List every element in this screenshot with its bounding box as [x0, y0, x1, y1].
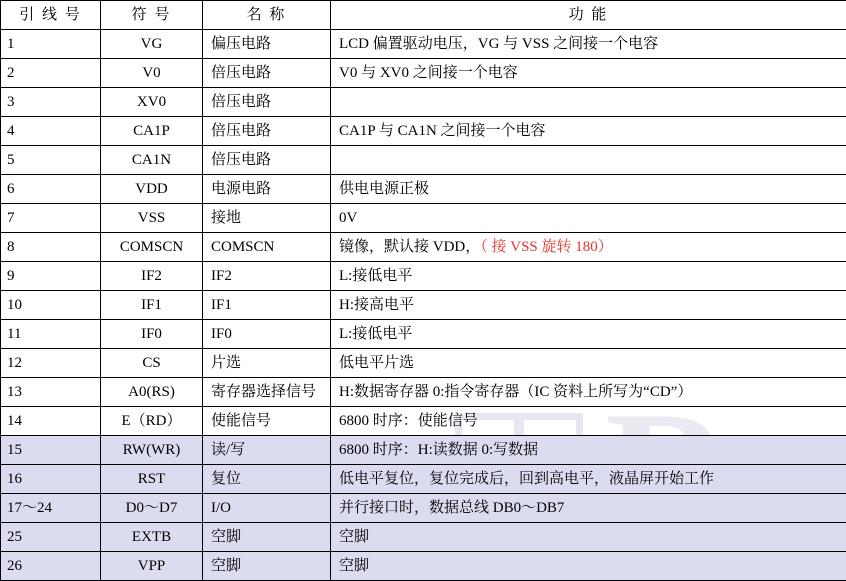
table-row [1, 204, 846, 233]
cell-name: 倍压电路 [203, 117, 331, 146]
cell-function: LCD 偏置驱动电压，VG 与 VSS 之间接一个电容 [331, 30, 846, 59]
cell-symbol: VPP [101, 552, 203, 581]
table-row [1, 349, 846, 378]
cell-name: 寄存器选择信号 [203, 378, 331, 407]
cell-function: H:数据寄存器 0:指令寄存器（IC 资料上所写为“CD”） [331, 378, 846, 407]
cell-symbol: RW(WR) [101, 436, 203, 465]
cell-function: H:接高电平 [331, 291, 846, 320]
function-text: 镜像，默认接 VDD， [339, 239, 480, 255]
cell-name: 倍压电路 [203, 88, 331, 117]
table-row [1, 291, 846, 320]
cell-pin-number: 16 [1, 465, 101, 494]
cell-pin-number: 13 [1, 378, 101, 407]
cell-symbol: XV0 [101, 88, 203, 117]
cell-pin-number: 3 [1, 88, 101, 117]
cell-function: 6800 时序：使能信号 [331, 407, 846, 436]
table-row [1, 262, 846, 291]
cell-function [331, 233, 846, 262]
table-row [1, 494, 846, 523]
cell-function: 低电平复位，复位完成后，回到高电平，液晶屏开始工作 [331, 465, 846, 494]
function-note-red: （ 接 VSS 旋转 180） [480, 239, 613, 255]
table-header-row [1, 1, 846, 30]
header-function: 功 能 [331, 1, 846, 30]
table-row [1, 320, 846, 349]
cell-function: CA1P 与 CA1N 之间接一个电容 [331, 117, 846, 146]
cell-symbol: E（RD） [101, 407, 203, 436]
table-row [1, 175, 846, 204]
cell-pin-number: 17～24 [1, 494, 101, 523]
cell-function: 低电平片选 [331, 349, 846, 378]
cell-symbol: IF0 [101, 320, 203, 349]
cell-symbol: IF2 [101, 262, 203, 291]
table-row [1, 465, 846, 494]
cell-name: COMSCN [203, 233, 331, 262]
cell-name: 电源电路 [203, 175, 331, 204]
table-row [1, 59, 846, 88]
cell-name: 接地 [203, 204, 331, 233]
cell-function: V0 与 XV0 之间接一个电容 [331, 59, 846, 88]
cell-pin-number: 7 [1, 204, 101, 233]
table-row [1, 378, 846, 407]
cell-name: 片选 [203, 349, 331, 378]
cell-pin-number: 1 [1, 30, 101, 59]
cell-symbol: VDD [101, 175, 203, 204]
cell-pin-number: 10 [1, 291, 101, 320]
cell-pin-number: 4 [1, 117, 101, 146]
cell-name: 偏压电路 [203, 30, 331, 59]
cell-pin-number: 14 [1, 407, 101, 436]
cell-function: L:接低电平 [331, 262, 846, 291]
table-body [1, 30, 846, 581]
cell-symbol: A0(RS) [101, 378, 203, 407]
table-row [1, 523, 846, 552]
cell-pin-number: 2 [1, 59, 101, 88]
cell-name: 空脚 [203, 552, 331, 581]
cell-pin-number: 5 [1, 146, 101, 175]
cell-function: 空脚 [331, 552, 846, 581]
cell-pin-number: 11 [1, 320, 101, 349]
cell-name: IF2 [203, 262, 331, 291]
table-row [1, 407, 846, 436]
cell-pin-number: 15 [1, 436, 101, 465]
cell-name: IF1 [203, 291, 331, 320]
cell-name: 倍压电路 [203, 146, 331, 175]
cell-function: 0V [331, 204, 846, 233]
header-name: 名 称 [203, 1, 331, 30]
cell-name: I/O [203, 494, 331, 523]
cell-name: 复位 [203, 465, 331, 494]
cell-pin-number: 26 [1, 552, 101, 581]
cell-function: 空脚 [331, 523, 846, 552]
cell-pin-number: 6 [1, 175, 101, 204]
cell-symbol: V0 [101, 59, 203, 88]
table-row [1, 233, 846, 262]
cell-name: 使能信号 [203, 407, 331, 436]
header-symbol: 符 号 [101, 1, 203, 30]
table-row [1, 552, 846, 581]
cell-pin-number: 8 [1, 233, 101, 262]
cell-pin-number: 9 [1, 262, 101, 291]
cell-symbol: IF1 [101, 291, 203, 320]
table-row [1, 117, 846, 146]
cell-function: 供电电源正极 [331, 175, 846, 204]
cell-name: 空脚 [203, 523, 331, 552]
cell-symbol: RST [101, 465, 203, 494]
cell-function: 并行接口时，数据总线 DB0～DB7 [331, 494, 846, 523]
table-row [1, 146, 846, 175]
cell-symbol: CA1P [101, 117, 203, 146]
cell-symbol: VSS [101, 204, 203, 233]
cell-pin-number: 12 [1, 349, 101, 378]
cell-function [331, 146, 846, 175]
cell-symbol: D0～D7 [101, 494, 203, 523]
cell-function: L:接低电平 [331, 320, 846, 349]
cell-symbol: COMSCN [101, 233, 203, 262]
cell-function [331, 88, 846, 117]
cell-symbol: EXTB [101, 523, 203, 552]
table-row [1, 436, 846, 465]
cell-name: IF0 [203, 320, 331, 349]
cell-function: 6800 时序：H:读数据 0:写数据 [331, 436, 846, 465]
cell-symbol: CA1N [101, 146, 203, 175]
table-row [1, 30, 846, 59]
table-row [1, 88, 846, 117]
cell-name: 倍压电路 [203, 59, 331, 88]
cell-name: 读/写 [203, 436, 331, 465]
header-pin-number: 引 线 号 [1, 1, 101, 30]
cell-pin-number: 25 [1, 523, 101, 552]
cell-symbol: VG [101, 30, 203, 59]
cell-symbol: CS [101, 349, 203, 378]
